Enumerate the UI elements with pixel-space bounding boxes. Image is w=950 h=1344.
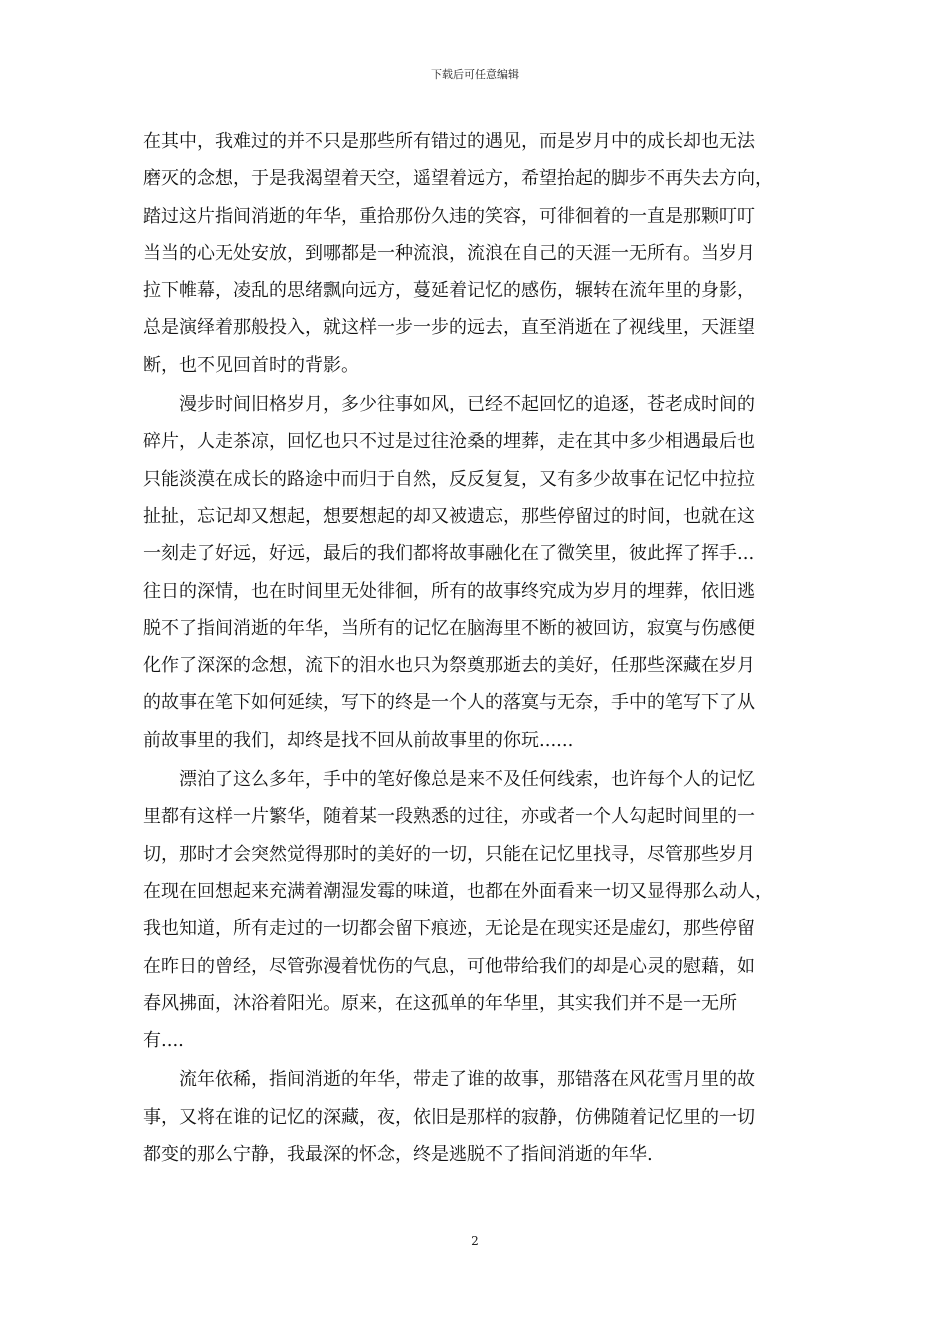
text-line: 在现在回想起来充满着潮湿发霉的味道，也都在外面看来一切又显得那么动人， (143, 880, 773, 902)
paragraph-2 (143, 386, 809, 759)
text-line: 里都有这样一片繁华，随着某一段熟悉的过往，亦或者一个人勾起时间里的一 (143, 806, 755, 828)
text-line: 我也知道，所有走过的一切都会留下痕迹，无论是在现实还是虚幻，那些停留 (143, 918, 755, 940)
text-line: 当当的心无处安放，到哪都是一种流浪，流浪在自己的天涯一无所有。当岁月 (143, 242, 755, 264)
text-line: 往日的深情，也在时间里无处徘徊，所有的故事终究成为岁月的埋葬，依旧逃 (143, 580, 755, 602)
text-line: 前故事里的我们，却终是找不回从前故事里的你玩...... (143, 729, 574, 751)
text-line: 切，那时才会突然觉得那时的美好的一切，只能在记忆里找寻，尽管那些岁月 (143, 843, 755, 865)
text-line: 漂泊了这么多年，手中的笔好像总是来不及任何线索，也许每个人的记忆 (143, 769, 755, 791)
text-line: 都变的那么宁静，我最深的怀念，终是逃脱不了指间消逝的年华. (143, 1144, 653, 1166)
text-line: 碎片，人走茶凉，回忆也只不过是过往沧桑的埋葬，走在其中多少相遇最后也 (143, 431, 755, 453)
paragraph-3 (143, 761, 809, 1059)
text-line: 春风拂面，沐浴着阳光。原来，在这孤单的年华里，其实我们并不是一无所 (143, 992, 737, 1014)
text-line: 脱不了指间消逝的年华，当所有的记忆在脑海里不断的被回访，寂寞与伤感便 (143, 617, 755, 639)
text-line: 磨灭的念想，于是我渴望着天空，遥望着远方，希望抬起的脚步不再失去方向， (143, 168, 773, 190)
text-line: 有.... (143, 1030, 184, 1052)
text-line: 在昨日的曾经，尽管弥漫着忧伤的气息，可他带给我们的却是心灵的慰藉，如 (143, 955, 755, 977)
text-line: 踏过这片指间消逝的年华，重拾那份久违的笑容，可徘徊着的一直是那颗叮叮 (143, 205, 755, 227)
text-line: 在其中，我难过的并不只是那些所有错过的遇见，而是岁月中的成长却也无法 (143, 131, 755, 152)
text-line: 断，也不见回首时的背影。 (143, 354, 359, 376)
page-number: 2 (471, 1234, 479, 1248)
page-header: 下载后可任意编辑 (431, 68, 519, 81)
text-line: 拉下帷幕，凌乱的思绪飘向远方，蔓延着记忆的感伤，辗转在流年里的身影， (143, 280, 755, 302)
paragraph-1 (143, 123, 809, 384)
paragraph-4 (143, 1061, 809, 1173)
text-line: 漫步时间旧格岁月，多少往事如风，已经不起回忆的追逐，苍老成时间的 (143, 394, 755, 416)
document-body (143, 123, 809, 1175)
text-line: 总是演绎着那般投入，就这样一步一步的远去，直至消逝在了视线里，天涯望 (143, 317, 755, 339)
text-line: 的故事在笔下如何延续，写下的终是一个人的落寞与无奈，手中的笔写下了从 (143, 692, 755, 714)
text-line: 化作了深深的念想，流下的泪水也只为祭奠那逝去的美好，任那些深藏在岁月 (143, 655, 755, 677)
text-line: 事，又将在谁的记忆的深藏，夜，依旧是那样的寂静，仿佛随着记忆里的一切 (143, 1106, 755, 1128)
text-line: 一刻走了好远，好远，最后的我们都将故事融化在了微笑里，彼此挥了挥手... (143, 543, 755, 565)
text-line: 扯扯，忘记却又想起，想要想起的却又被遗忘，那些停留过的时间，也就在这 (143, 505, 755, 527)
text-line: 只能淡漠在成长的路途中而归于自然，反反复复，又有多少故事在记忆中拉拉 (143, 468, 755, 490)
text-line: 流年依稀，指间消逝的年华，带走了谁的故事，那错落在风花雪月里的故 (143, 1069, 755, 1091)
